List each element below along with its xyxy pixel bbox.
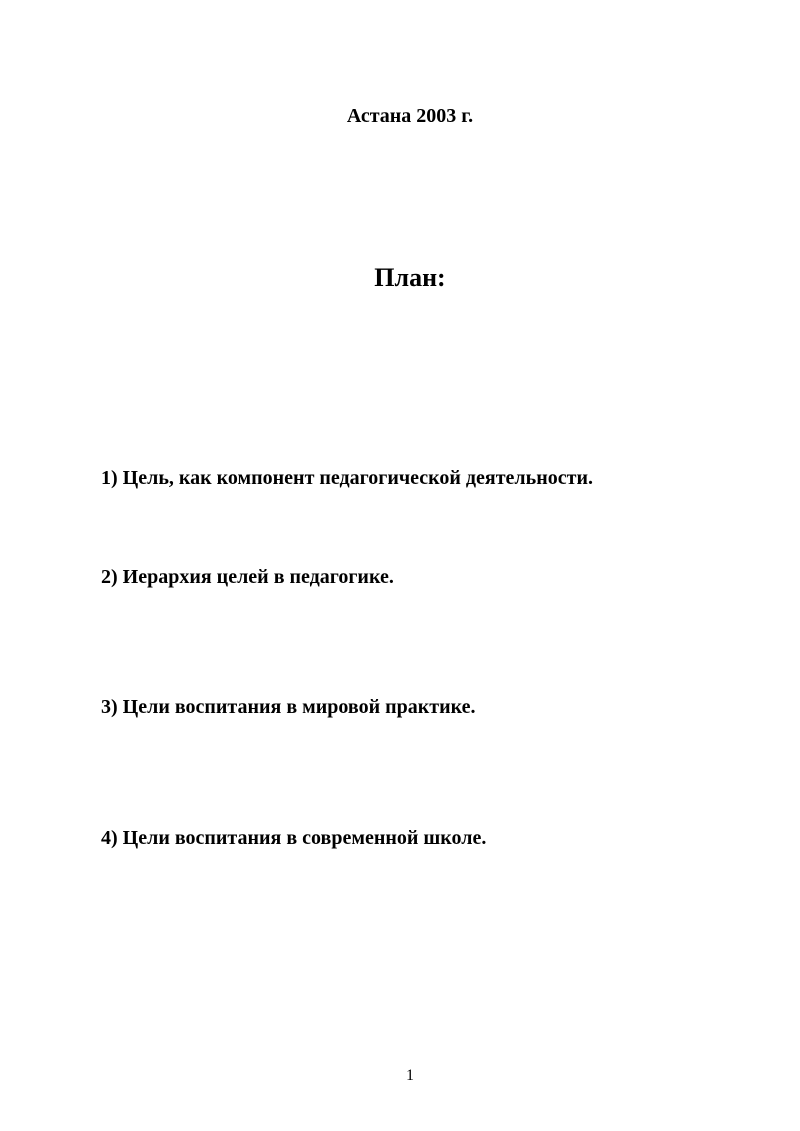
plan-item-2: 2) Иерархия целей в педагогике. — [101, 566, 394, 588]
city-year-line: Астана 2003 г. — [346, 105, 474, 127]
plan-item-1: 1) Цель, как компонент педагогической деятельности. — [101, 467, 593, 489]
page-number: 1 — [406, 1067, 414, 1084]
plan-item-4: 4) Цели воспитания в современной школе. — [101, 827, 487, 849]
plan-title: План: — [374, 263, 446, 292]
plan-item-3: 3) Цели воспитания в мировой практике. — [101, 696, 476, 718]
